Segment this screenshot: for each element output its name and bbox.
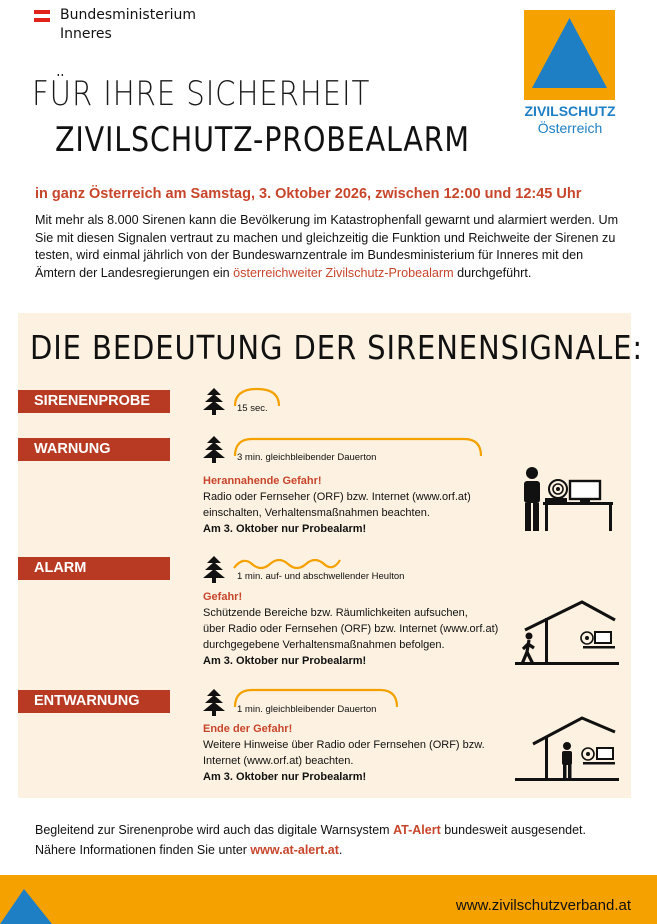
closing-line1-end: bundesweit ausgesendet. [440,823,586,837]
siren-icon [203,555,225,583]
siren-icon [203,435,225,463]
closing-line1-text: Begleitend zur Sirenenprobe wird auch das digitale Warnsystem [35,823,394,837]
alarm-text [203,605,498,669]
title-line2: ZIVILSCHUTZ-PROBEALARM [55,120,470,160]
closing-line2-text: Nähere Informationen finden Sie unter [35,843,251,857]
alarm-note: Am 3. Oktober nur Probealarm! [203,655,367,667]
closing-line2 [35,840,586,860]
alarm-line3: durchgegebene Verhaltensmaßnahmen befolgen. [203,639,445,651]
austria-flag-icon [34,10,50,22]
duration-alarm: 1 min. auf- und abschwellender Heulton [237,571,405,582]
panel-title: DIE BEDEUTUNG DER SIRENENSIGNALE: [30,328,644,367]
entwarnung-line1: Weitere Hinweise über Radio oder Fernsehen (ORF) bzw. [203,739,485,751]
intro-text-end: durchgeführt. [453,265,532,280]
siren-icon [203,688,225,716]
warnung-heading: Herannahende Gefahr! [203,475,322,487]
person-radio-tv-icon [515,465,620,533]
badge-sirenenprobe: SIRENENPROBE [18,390,170,413]
logo-sub: Österreich [537,120,603,136]
warnung-note: Am 3. Oktober nur Probealarm! [203,523,367,535]
duration-warnung: 3 min. gleichbleibender Dauerton [237,452,377,463]
warnung-text [203,489,471,537]
logo-name: ZIVILSCHUTZ [524,103,616,119]
intro-text: Mit mehr als 8.000 Sirenen kann die Bevölkerung im Katastrophenfall gewarnt und alarmiert werden. Um Sie mit diesen Signalen vertraut zu machen und gleichzeitig die Funktion und Reichweite der Sirenen zu testen, wird einmal jährlich von der Bundeswarnzentrale im Bundesministerium für Inneres mit den Ämtern der Landesregierungen ein [35,213,619,280]
footer-url[interactable]: www.zivilschutzverband.at [455,897,631,914]
title-line1: FÜR IHRE SICHERHEIT [32,74,371,114]
duration-probe: 15 sec. [237,403,268,414]
ministry-line2: Inneres [60,26,112,42]
warnung-line1: Radio oder Fernseher (ORF) bzw. Internet (www.orf.at) [203,491,471,503]
alarm-line1: Schützende Bereiche bzw. Räumlichkeiten aufsuchen, [203,607,468,619]
entwarnung-heading: Ende der Gefahr! [203,723,293,735]
warnung-line2: einschalten, Verhaltensmaßnahmen beachten. [203,507,430,519]
closing-line1 [35,820,586,840]
date-line: in ganz Österreich am Samstag, 3. Oktober 2026, zwischen 12:00 und 12:45 Uhr [35,186,582,202]
footer-triangle-icon [0,875,60,924]
intro-paragraph [35,212,625,282]
badge-warnung: WARNUNG [18,438,170,461]
ministry-name [60,6,196,44]
zivilschutz-logo [524,10,615,100]
ministry-line1: Bundesministerium [60,7,196,23]
siren-icon [203,387,225,415]
duration-entwarnung: 1 min. gleichbleibender Dauerton [237,704,377,715]
alarm-heading: Gefahr! [203,591,243,603]
entwarnung-text [203,737,485,785]
closing-line2-end: . [338,843,343,857]
person-walking-house-icon [515,598,620,666]
at-alert-highlight: AT-Alert [393,823,441,837]
intro-highlight: österreichweiter Zivilschutz-Probealarm [233,265,454,280]
blue-triangle-icon [524,10,615,100]
badge-entwarnung: ENTWARNUNG [18,690,170,713]
entwarnung-note: Am 3. Oktober nur Probealarm! [203,771,367,783]
at-alert-link[interactable]: www.at-alert.at [250,843,339,857]
entwarnung-line2: Internet (www.orf.at) beachten. [203,755,354,767]
closing-text [35,820,586,860]
badge-alarm: ALARM [18,557,170,580]
alarm-line2: über Radio oder Fernsehen (ORF) bzw. Internet (www.orf.at) [203,623,499,635]
person-home-icon [515,714,620,782]
